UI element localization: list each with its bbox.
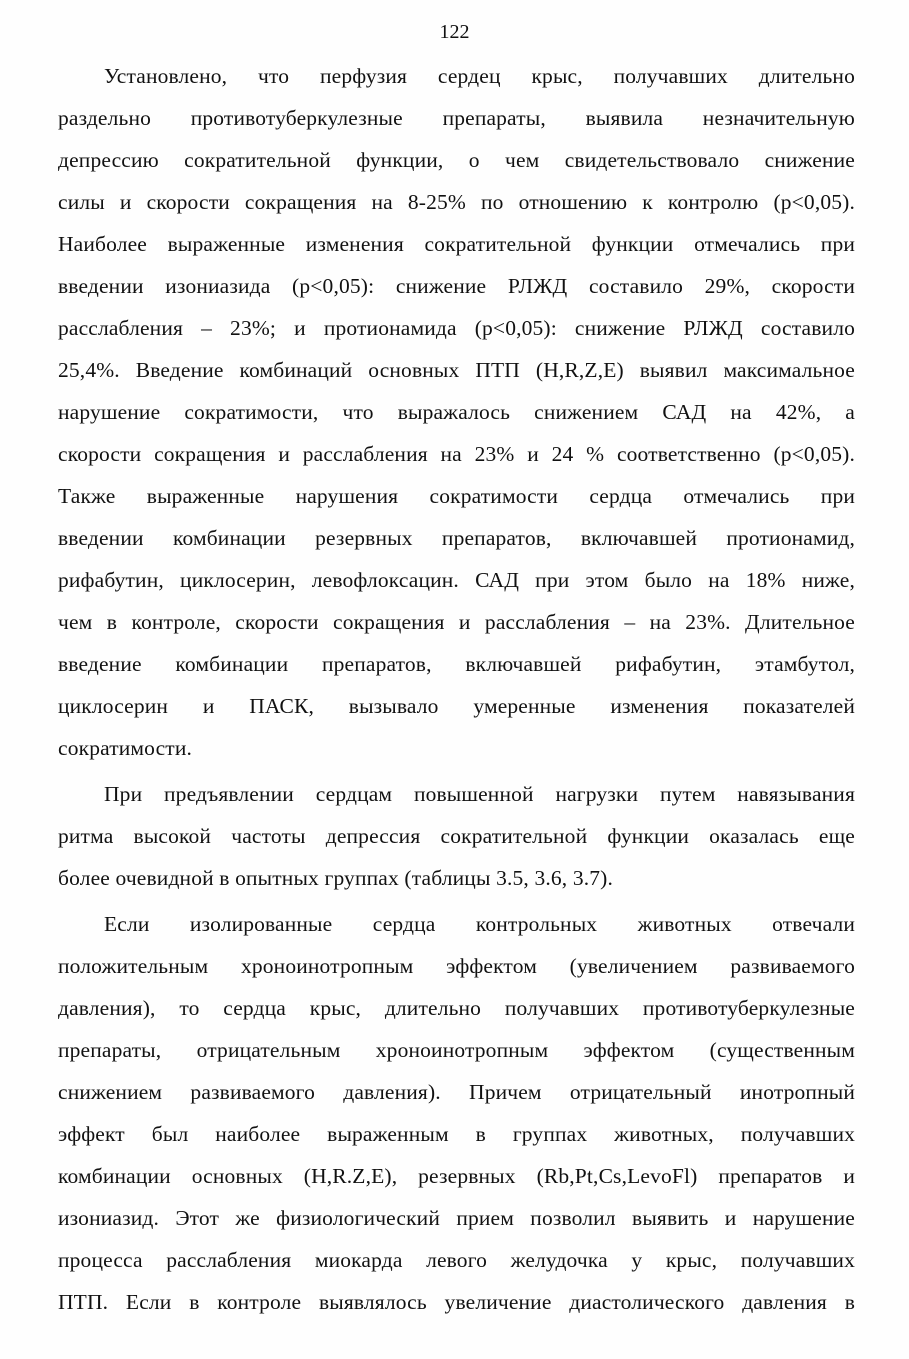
text-line: комбинации основных (H,R.Z,E), резервных (Rb,Pt,Cs,LevoFl) препаратов и	[58, 1164, 855, 1188]
text-line: нарушение сократимости, что выражалось снижением САД на 42%, а	[58, 400, 855, 424]
page-number: 122	[439, 21, 470, 43]
text-line: введение комбинации препаратов, включавшей рифабутин, этамбутол,	[58, 652, 855, 676]
text-line: введении комбинации резервных препаратов, включавшей протионамид,	[58, 526, 855, 550]
text-line: введении изониазида (p<0,05): снижение РЛЖД составило 29%, скорости	[58, 274, 855, 298]
paragraph	[58, 903, 855, 1323]
text-line: более очевидной в опытных группах (таблицы 3.5, 3.6, 3.7).	[58, 866, 613, 890]
text-line: При предъявлении сердцам повышенной нагрузки путем навязывания	[104, 782, 855, 806]
body-text	[58, 55, 855, 1323]
text-line: Наиболее выраженные изменения сократительной функции отмечались при	[58, 232, 855, 256]
text-line: силы и скорости сокращения на 8-25% по отношению к контролю (p<0,05).	[58, 190, 855, 214]
text-line: давления), то сердца крыс, длительно получавших противотуберкулезные	[58, 996, 855, 1020]
text-line: Также выраженные нарушения сократимости сердца отмечались при	[58, 484, 855, 508]
text-line: изониазид. Этот же физиологический прием позволил выявить и нарушение	[58, 1206, 855, 1230]
text-line: 25,4%. Введение комбинаций основных ПТП (H,R,Z,E) выявил максимальное	[58, 358, 855, 382]
text-line: раздельно противотуберкулезные препараты, выявила незначительную	[58, 106, 855, 130]
text-line: ПТП. Если в контроле выявлялось увеличение диастолического давления в	[58, 1290, 855, 1314]
text-line: депрессию сократительной функции, о чем свидетельствовало снижение	[58, 148, 855, 172]
text-line: чем в контроле, скорости сокращения и расслабления – на 23%. Длительное	[58, 610, 855, 634]
text-line: положительным хроноинотропным эффектом (увеличением развиваемого	[58, 954, 855, 978]
text-line: скорости сокращения и расслабления на 23% и 24 % соответственно (p<0,05).	[58, 442, 855, 466]
text-line: снижением развиваемого давления). Причем отрицательный инотропный	[58, 1080, 855, 1104]
text-line: расслабления – 23%; и протионамида (p<0,05): снижение РЛЖД составило	[58, 316, 855, 340]
text-line: процесса расслабления миокарда левого желудочка у крыс, получавших	[58, 1248, 855, 1272]
paragraph	[58, 55, 855, 769]
text-line: Если изолированные сердца контрольных животных отвечали	[104, 912, 855, 936]
text-line: эффект был наиболее выраженным в группах животных, получавших	[58, 1122, 855, 1146]
text-line: Установлено, что перфузия сердец крыс, получавших длительно	[104, 64, 855, 88]
text-line: сократимости.	[58, 736, 193, 760]
text-line: препараты, отрицательным хроноинотропным эффектом (существенным	[58, 1038, 855, 1062]
paragraph	[58, 773, 855, 899]
text-line: циклосерин и ПАСК, вызывало умеренные изменения показателей	[58, 694, 855, 718]
text-line: рифабутин, циклосерин, левофлоксацин. САД при этом было на 18% ниже,	[58, 568, 855, 592]
text-line: ритма высокой частоты депрессия сократительной функции оказалась еще	[58, 824, 855, 848]
